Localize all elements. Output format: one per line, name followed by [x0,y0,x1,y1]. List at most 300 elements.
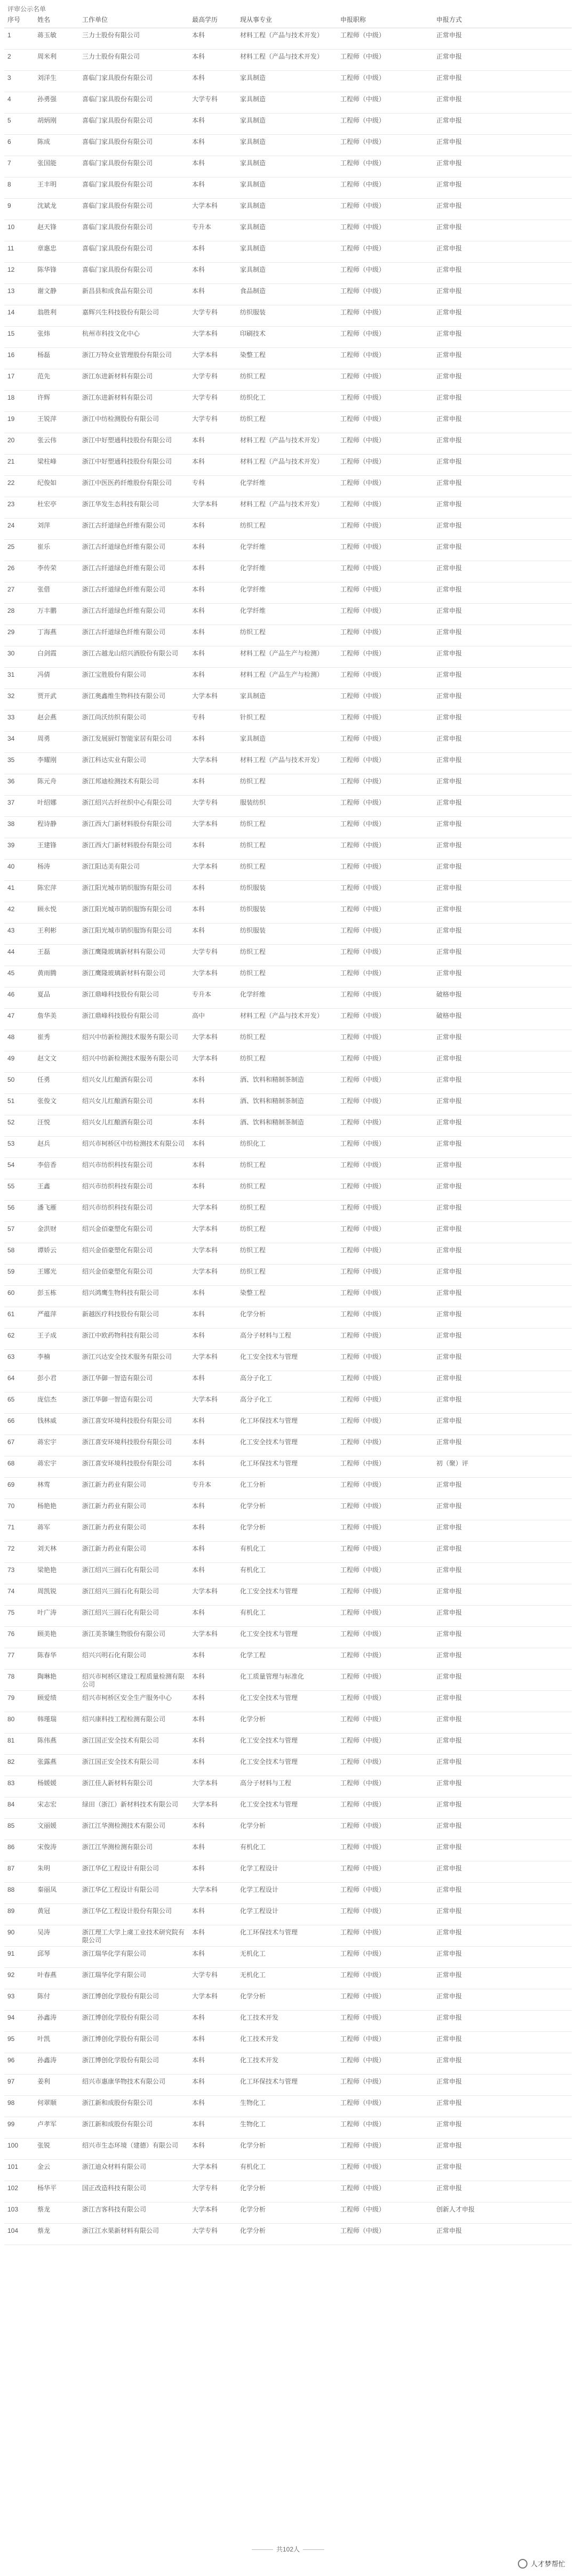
table-row [4,1925,572,1947]
cell-method: 正常申报 [433,796,572,817]
cell-title: 工程师（中级） [337,1989,433,2011]
cell-method: 正常申报 [433,1265,572,1286]
cell-title: 工程师（中级） [337,1094,433,1115]
cell-name: 钱林威 [34,1414,79,1435]
cell-employer: 绍兴女儿红酿酒有限公司 [79,1115,189,1137]
cell-specialty: 纺织工程 [237,1243,337,1265]
cell-index: 62 [4,1328,34,1350]
cell-title: 工程师（中级） [337,156,433,177]
cell-title: 工程师（中级） [337,1776,433,1797]
cell-name: 叶凯 [34,2032,79,2053]
cell-specialty: 纺织化工 [237,1137,337,1158]
cell-specialty: 家具制造 [237,71,337,92]
cell-title: 工程师（中级） [337,2138,433,2160]
cell-name: 程诗静 [34,817,79,838]
cell-education: 大学专科 [189,2181,237,2202]
cell-specialty: 酒、饮料和精制茶制造 [237,1094,337,1115]
table-row [4,1115,572,1137]
cell-index: 55 [4,1179,34,1201]
cell-name: 李倍香 [34,1158,79,1179]
cell-education: 本科 [189,1158,237,1179]
cell-education: 本科 [189,1499,237,1520]
cell-employer: 浙江国正安全技术有限公司 [79,1755,189,1776]
cell-education: 本科 [189,71,237,92]
watermark-icon [518,2559,527,2569]
cell-index: 82 [4,1755,34,1776]
cell-title: 工程师（中级） [337,796,433,817]
cell-index: 80 [4,1712,34,1733]
cell-index: 51 [4,1094,34,1115]
cell-method: 正常申报 [433,412,572,433]
cell-name: 许辉 [34,391,79,412]
cell-index: 27 [4,582,34,604]
cell-employer: 绍兴女儿红酿酒有限公司 [79,1073,189,1094]
cell-method: 正常申报 [433,1947,572,1968]
cell-title: 工程师（中级） [337,220,433,241]
cell-title: 工程师（中级） [337,2075,433,2096]
cell-specialty: 化工环保技术与管理 [237,2075,337,2096]
cell-specialty: 化工技术开发 [237,2011,337,2032]
cell-education: 大学本科 [189,327,237,348]
cell-title: 工程师（中级） [337,1947,433,1968]
cell-specialty: 针织工程 [237,710,337,732]
cell-title: 工程师（中级） [337,1755,433,1776]
cell-specialty: 纺织工程 [237,1051,337,1073]
cell-title: 工程师（中级） [337,1584,433,1606]
cell-index: 38 [4,817,34,838]
cell-name: 陶琳艳 [34,1670,79,1691]
table-row [4,1265,572,1286]
cell-name: 周米利 [34,50,79,71]
cell-education: 大学本科 [189,1392,237,1414]
cell-method: 破格申报 [433,1009,572,1030]
cell-title: 工程师（中级） [337,1606,433,1627]
cell-title: 工程师（中级） [337,966,433,987]
table-row [4,1414,572,1435]
cell-education: 大学本科 [189,497,237,519]
cell-index: 35 [4,753,34,774]
cell-index: 13 [4,284,34,305]
cell-employer: 喜临门家具股份有限公司 [79,156,189,177]
cell-employer: 浙江古纤道绿色纤维有限公司 [79,519,189,540]
cell-specialty: 家具制造 [237,114,337,135]
table-row [4,92,572,114]
cell-education: 本科 [189,1414,237,1435]
table-row [4,2096,572,2117]
cell-employer: 喜临门家具股份有限公司 [79,177,189,199]
cell-name: 张云伟 [34,433,79,455]
cell-index: 14 [4,305,34,327]
cell-title: 工程师（中级） [337,1542,433,1563]
cell-employer: 喜临门家具股份有限公司 [79,199,189,220]
footer-count: 共102人 [0,2545,576,2554]
cell-specialty: 化工安全技术与管理 [237,1435,337,1456]
cell-employer: 浙江喜安环境科技股份有限公司 [79,1456,189,1478]
cell-name: 王锐萍 [34,412,79,433]
cell-title: 工程师（中级） [337,561,433,582]
table-row [4,1670,572,1691]
table-row [4,433,572,455]
cell-name: 梁柱峰 [34,455,79,476]
cell-index: 75 [4,1606,34,1627]
cell-index: 1 [4,28,34,50]
cell-name: 范先 [34,369,79,391]
cell-method: 正常申报 [433,177,572,199]
cell-index: 100 [4,2138,34,2160]
cell-index: 42 [4,902,34,924]
cell-specialty: 化学纤维 [237,604,337,625]
cell-title: 工程师（中级） [337,177,433,199]
cell-method: 正常申报 [433,1201,572,1222]
cell-employer: 浙江中纺检测股份有限公司 [79,412,189,433]
cell-title: 工程师（中级） [337,753,433,774]
cell-name: 张俊文 [34,1094,79,1115]
cell-education: 大学专科 [189,1968,237,1989]
cell-title: 工程师（中级） [337,1265,433,1286]
cell-method: 正常申报 [433,2138,572,2160]
cell-index: 9 [4,199,34,220]
cell-specialty: 家具制造 [237,92,337,114]
cell-title: 工程师（中级） [337,540,433,561]
cell-index: 15 [4,327,34,348]
cell-title: 工程师（中级） [337,1797,433,1819]
cell-education: 本科 [189,1435,237,1456]
cell-index: 11 [4,241,34,263]
cell-name: 彭小君 [34,1371,79,1392]
cell-title: 工程师（中级） [337,241,433,263]
table-row [4,1712,572,1733]
cell-employer: 浙江江华测检测有限公司 [79,1840,189,1861]
table-row [4,540,572,561]
cell-education: 大学专科 [189,369,237,391]
table-row [4,1073,572,1094]
cell-specialty: 化工安全技术与管理 [237,1584,337,1606]
cell-index: 10 [4,220,34,241]
cell-title: 工程师（中级） [337,860,433,881]
cell-method: 初（聚）评 [433,1456,572,1478]
cell-employer: 绍兴市纺织科技有限公司 [79,1179,189,1201]
cell-employer: 绍兴市纺织科技有限公司 [79,1201,189,1222]
cell-title: 工程师（中级） [337,1392,433,1414]
cell-employer: 绍兴金佰豪塑化有限公司 [79,1222,189,1243]
cell-title: 工程师（中级） [337,1712,433,1733]
cell-employer: 浙江兴达安全技术服务有限公司 [79,1350,189,1371]
cell-method: 正常申报 [433,1478,572,1499]
cell-specialty: 高分子材料与工程 [237,1328,337,1350]
cell-education: 专升本 [189,220,237,241]
cell-index: 16 [4,348,34,369]
table-row [4,135,572,156]
table-row [4,796,572,817]
cell-index: 86 [4,1840,34,1861]
cell-method: 正常申报 [433,263,572,284]
cell-index: 20 [4,433,34,455]
cell-index: 43 [4,924,34,945]
cell-title: 工程师（中级） [337,369,433,391]
cell-method: 正常申报 [433,1733,572,1755]
cell-method: 正常申报 [433,1222,572,1243]
cell-specialty: 家具制造 [237,689,337,710]
cell-index: 85 [4,1819,34,1840]
cell-index: 83 [4,1776,34,1797]
cell-education: 本科 [189,2011,237,2032]
cell-specialty: 材料工程（产品生产与检测） [237,668,337,689]
table-row [4,1137,572,1158]
cell-method: 正常申报 [433,28,572,50]
cell-specialty: 化学工程设计 [237,1861,337,1883]
cell-name: 杨磊 [34,348,79,369]
cell-employer: 浙江新和成股份有限公司 [79,2096,189,2117]
table-row [4,1797,572,1819]
cell-title: 工程师（中级） [337,774,433,796]
cell-method: 正常申报 [433,1243,572,1265]
cell-name: 叶春燕 [34,1968,79,1989]
cell-title: 工程师（中级） [337,710,433,732]
cell-index: 46 [4,987,34,1009]
cell-method: 正常申报 [433,860,572,881]
cell-education: 大学本科 [189,1584,237,1606]
cell-name: 陈成 [34,135,79,156]
cell-employer: 浙江中好塑通科技股份有限公司 [79,433,189,455]
cell-education: 本科 [189,1456,237,1478]
cell-education: 大学本科 [189,1776,237,1797]
cell-title: 工程师（中级） [337,838,433,860]
table-row [4,71,572,92]
cell-education: 大学本科 [189,1201,237,1222]
cell-method: 正常申报 [433,668,572,689]
table-header-row [4,14,572,28]
cell-title: 工程师（中级） [337,625,433,646]
cell-method: 正常申报 [433,1606,572,1627]
table-row [4,732,572,753]
table-row [4,1478,572,1499]
cell-title: 工程师（中级） [337,114,433,135]
cell-name: 宋志宏 [34,1797,79,1819]
cell-index: 104 [4,2224,34,2245]
cell-name: 顾爱绩 [34,1691,79,1712]
cell-education: 本科 [189,1733,237,1755]
cell-method: 正常申报 [433,2224,572,2245]
cell-education: 本科 [189,2053,237,2075]
table-row [4,199,572,220]
cell-index: 79 [4,1691,34,1712]
cell-employer: 浙江古纤道绿色纤维有限公司 [79,604,189,625]
cell-education: 大学本科 [189,1051,237,1073]
cell-name: 李楠 [34,1350,79,1371]
cell-name: 韩瑾瑞 [34,1712,79,1733]
cell-employer: 喜临门家具股份有限公司 [79,71,189,92]
cell-title: 工程师（中级） [337,1883,433,1904]
cell-specialty: 化学分析 [237,1989,337,2011]
cell-education: 大学本科 [189,1222,237,1243]
cell-name: 秦丽凤 [34,1883,79,1904]
cell-education: 本科 [189,2117,237,2138]
cell-title: 工程师（中级） [337,1243,433,1265]
cell-name: 章惠忠 [34,241,79,263]
cell-employer: 浙江阳光城市销织服饰有限公司 [79,881,189,902]
cell-education: 大学本科 [189,348,237,369]
cell-index: 45 [4,966,34,987]
cell-employer: 绍兴市柯桥区中纺检测技术有限公司 [79,1137,189,1158]
table-row [4,1201,572,1222]
table-row [4,924,572,945]
cell-name: 王丰明 [34,177,79,199]
cell-index: 25 [4,540,34,561]
cell-index: 78 [4,1670,34,1691]
table-row [4,1499,572,1520]
cell-specialty: 染整工程 [237,1286,337,1307]
cell-employer: 浙江华亿工程设计股份有限公司 [79,1904,189,1925]
cell-employer: 喜临门家具股份有限公司 [79,92,189,114]
cell-specialty: 化学纤维 [237,476,337,497]
header-index: 序号 [4,14,34,28]
cell-name: 陈付 [34,1989,79,2011]
cell-employer: 浙江发展厨灯智能家居有限公司 [79,732,189,753]
cell-employer: 浙江美茶镶生物股份有限公司 [79,1627,189,1648]
cell-name: 蒋军 [34,1520,79,1542]
table-row [4,2224,572,2245]
cell-index: 65 [4,1392,34,1414]
cell-title: 工程师（中级） [337,1520,433,1542]
cell-education: 本科 [189,156,237,177]
cell-name: 何翠顺 [34,2096,79,2117]
cell-name: 王利彬 [34,924,79,945]
cell-specialty: 化学分析 [237,1307,337,1328]
cell-method: 正常申报 [433,732,572,753]
cell-title: 工程师（中级） [337,1137,433,1158]
cell-title: 工程师（中级） [337,1968,433,1989]
cell-method: 正常申报 [433,966,572,987]
cell-employer: 浙江瑞华化学有限公司 [79,1968,189,1989]
roster-table [4,14,572,2245]
cell-title: 工程师（中级） [337,1563,433,1584]
cell-index: 60 [4,1286,34,1307]
table-row [4,1819,572,1840]
table-row [4,1627,572,1648]
cell-method: 正常申报 [433,1499,572,1520]
cell-method: 正常申报 [433,284,572,305]
cell-name: 周凯锐 [34,1584,79,1606]
cell-method: 正常申报 [433,156,572,177]
cell-employer: 浙江华御一智造有限公司 [79,1392,189,1414]
cell-method: 正常申报 [433,519,572,540]
cell-index: 24 [4,519,34,540]
cell-name: 蔡龙 [34,2202,79,2224]
header-name: 姓名 [34,14,79,28]
cell-education: 大学本科 [189,2160,237,2181]
cell-employer: 浙江新力药业有限公司 [79,1542,189,1563]
cell-specialty: 材料工程（产品与技术开发） [237,433,337,455]
cell-index: 69 [4,1478,34,1499]
cell-name: 丁海燕 [34,625,79,646]
cell-education: 本科 [189,2032,237,2053]
cell-method: 正常申报 [433,710,572,732]
table-row [4,2117,572,2138]
cell-employer: 浙江迪众材料有限公司 [79,2160,189,2181]
cell-method: 正常申报 [433,135,572,156]
cell-title: 工程师（中级） [337,689,433,710]
cell-method: 正常申报 [433,1648,572,1670]
cell-name: 王鑫 [34,1179,79,1201]
cell-method: 正常申报 [433,1520,572,1542]
table-row [4,28,572,50]
cell-specialty: 生物化工 [237,2117,337,2138]
cell-title: 工程师（中级） [337,2011,433,2032]
cell-employer: 浙江绍兴三圆石化有限公司 [79,1606,189,1627]
cell-education: 本科 [189,1840,237,1861]
cell-education: 本科 [189,582,237,604]
table-row [4,1840,572,1861]
cell-specialty: 有机化工 [237,2160,337,2181]
cell-title: 工程师（中级） [337,1158,433,1179]
cell-specialty: 纺织工程 [237,1030,337,1051]
cell-name: 吴涛 [34,1925,79,1947]
cell-name: 白剑霞 [34,646,79,668]
cell-employer: 浙江奥鑫维生物科技有限公司 [79,689,189,710]
cell-employer: 浙江古纤道绿色纤维有限公司 [79,582,189,604]
cell-index: 57 [4,1222,34,1243]
cell-method: 正常申报 [433,199,572,220]
cell-method: 正常申报 [433,1925,572,1947]
cell-employer: 浙江鹰隆玻璃新材料有限公司 [79,966,189,987]
cell-index: 37 [4,796,34,817]
cell-name: 蒋宏宇 [34,1435,79,1456]
table-row [4,1563,572,1584]
cell-method: 正常申报 [433,2096,572,2117]
cell-method: 正常申报 [433,1414,572,1435]
cell-name: 陈华锋 [34,263,79,284]
table-body [4,28,572,2245]
cell-name: 潘飞雁 [34,1201,79,1222]
cell-index: 93 [4,1989,34,2011]
cell-employer: 浙江中医医药纤维股份有限公司 [79,476,189,497]
cell-name: 黄雨腾 [34,966,79,987]
cell-title: 工程师（中级） [337,817,433,838]
cell-name: 顾美艳 [34,1627,79,1648]
cell-method: 正常申报 [433,1776,572,1797]
cell-education: 本科 [189,1925,237,1947]
cell-title: 工程师（中级） [337,668,433,689]
cell-name: 胡炳刚 [34,114,79,135]
cell-method: 正常申报 [433,2032,572,2053]
cell-title: 工程师（中级） [337,50,433,71]
cell-specialty: 化工安全技术与管理 [237,1691,337,1712]
cell-index: 56 [4,1201,34,1222]
cell-employer: 三力士股份有限公司 [79,50,189,71]
cell-method: 正常申报 [433,1904,572,1925]
cell-education: 本科 [189,455,237,476]
cell-index: 17 [4,369,34,391]
cell-employer: 绍兴市柯桥区安全生产服务中心 [79,1691,189,1712]
cell-method: 正常申报 [433,881,572,902]
table-row [4,902,572,924]
watermark [518,2558,565,2569]
cell-education: 大学本科 [189,1265,237,1286]
cell-employer: 浙江博创化学股份有限公司 [79,2011,189,2032]
cell-employer: 浙江博创化学股份有限公司 [79,1989,189,2011]
cell-education: 本科 [189,646,237,668]
cell-title: 工程师（中级） [337,582,433,604]
cell-title: 工程师（中级） [337,1371,433,1392]
cell-education: 大学专科 [189,796,237,817]
cell-education: 本科 [189,1286,237,1307]
cell-specialty: 纺织服装 [237,902,337,924]
cell-index: 99 [4,2117,34,2138]
cell-employer: 浙江西大门新材料股份有限公司 [79,838,189,860]
cell-education: 本科 [189,177,237,199]
cell-index: 30 [4,646,34,668]
cell-specialty: 化学分析 [237,2202,337,2224]
